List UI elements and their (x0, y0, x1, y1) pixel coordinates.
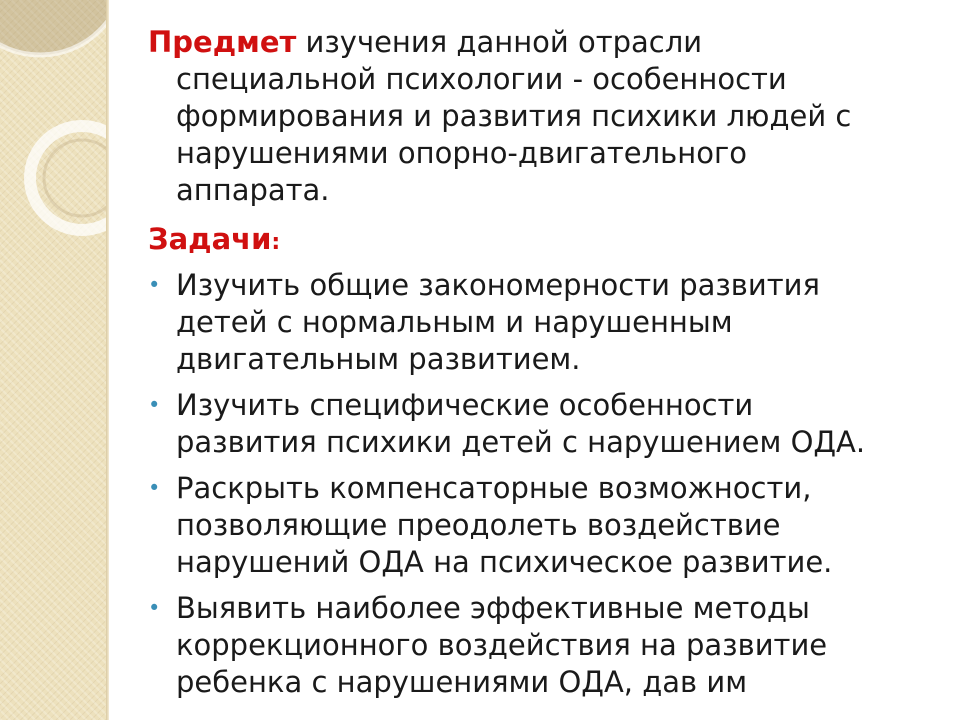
task-line: нарушений ОДА на психическое развитие. (176, 545, 833, 579)
task-line: детей с нормальным и нарушенным (176, 305, 733, 339)
task-item (148, 267, 938, 378)
task-line: позволяющие преодолеть воздействие (176, 508, 781, 542)
bullet-icon: • (148, 273, 161, 297)
task-line: двигательным развитием. (176, 342, 581, 376)
subject-line: изучения данной отрасли (305, 25, 703, 59)
tasks-title: Задачи (148, 222, 272, 256)
subject-paragraph (148, 24, 938, 209)
subject-label: Предмет (148, 25, 297, 59)
task-line: Выявить наиболее эффективные методы (176, 591, 810, 625)
task-item (148, 590, 938, 701)
task-line: коррекционного воздействия на развитие (176, 628, 828, 662)
decorative-circles (0, 0, 106, 720)
slide-content (148, 24, 938, 710)
tasks-colon: : (271, 230, 281, 255)
subject-line: аппарата. (176, 173, 330, 207)
task-item (148, 387, 938, 461)
subject-line: специальной психологии - особенности (176, 62, 787, 96)
decorative-side-panel (0, 0, 106, 720)
task-item (148, 470, 938, 581)
side-panel-border (106, 0, 109, 720)
tasks-heading (148, 221, 938, 261)
task-line: Изучить общие закономерности развития (176, 268, 820, 302)
subject-line: формирования и развития психики людей с (176, 99, 852, 133)
subject-line: нарушениями опорно-двигательного (176, 136, 747, 170)
task-line: Изучить специфические особенности (176, 388, 754, 422)
task-line: развития психики детей с нарушением ОДА. (176, 425, 866, 459)
bullet-icon: • (148, 596, 161, 620)
task-line: Раскрыть компенсаторные возможности, (176, 471, 812, 505)
bullet-icon: • (148, 476, 161, 500)
task-line: ребенка с нарушениями ОДА, дав им (176, 665, 748, 699)
bullet-icon: • (148, 393, 161, 417)
